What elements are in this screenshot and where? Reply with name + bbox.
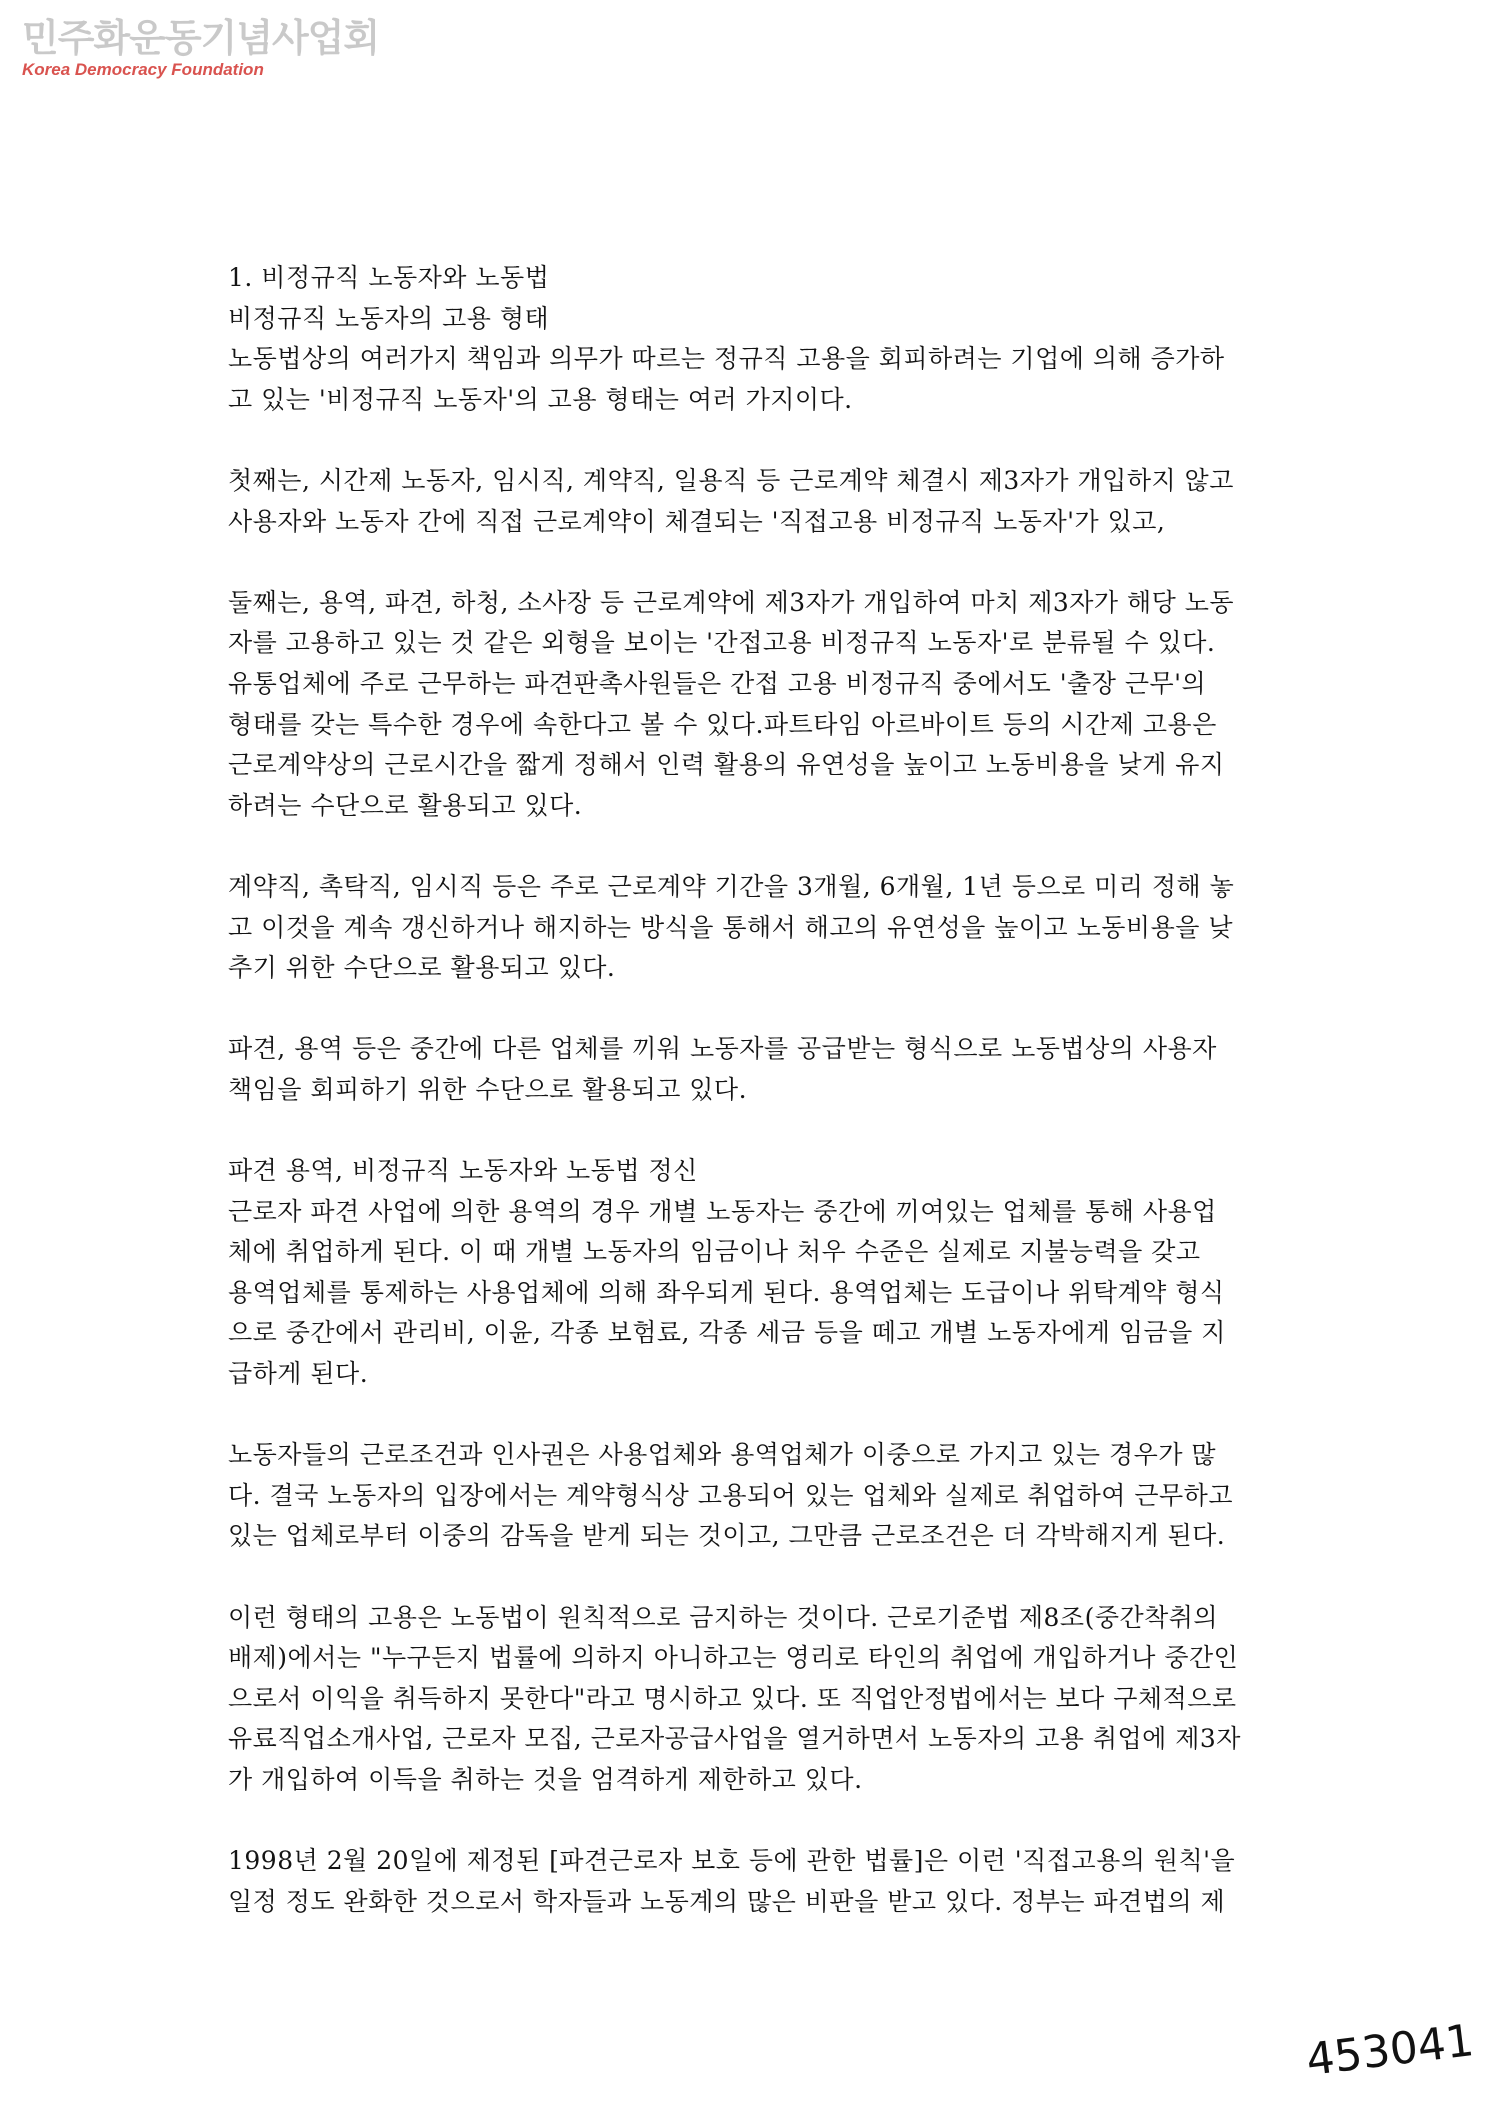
text-line: 고 있는 '비정규직 노동자'의 고용 형태는 여러 가지이다. — [228, 384, 853, 414]
text-line: 1. 비정규직 노동자와 노동법 — [228, 263, 550, 292]
text-line: 용역업체를 통제하는 사용업체에 의해 좌우되게 된다. 용역업체는 도급이나 위탁계약 형식 — [228, 1277, 1225, 1307]
text-line: 배제)에서는 "누구든지 법률에 의하지 아니하고는 영리로 타인의 취업에 개입하거나 중간인 — [228, 1643, 1239, 1673]
text-line: 1998년 2월 20일에 제정된 [파견근로자 보호 등에 관한 법률]은 이런 '직접고용의 원칙'을 — [228, 1846, 1236, 1876]
text-line: 파견, 용역 등은 중간에 다른 업체를 끼워 노동자를 공급받는 형식으로 노동법상의 사용자 — [228, 1034, 1217, 1064]
text-line: 둘째는, 용역, 파견, 하청, 소사장 등 근로계약에 제3자가 개입하여 마치 제3자가 해당 노동 — [228, 587, 1235, 617]
paragraph — [228, 461, 1308, 542]
text-line: 유통업체에 주로 근무하는 파견판촉사원들은 간접 고용 비정규직 중에서도 '출장 근무'의 — [228, 668, 1207, 698]
text-line: 계약직, 촉탁직, 임시직 등은 주로 근로계약 기간을 3개월, 6개월, 1년 등으로 미리 정해 놓 — [228, 871, 1235, 901]
text-line: 으로서 이익을 취득하지 못한다"라고 명시하고 있다. 또 직업안정법에서는 보다 구체적으로 — [228, 1683, 1237, 1713]
paragraph — [228, 1598, 1308, 1801]
text-line: 고 이것을 계속 갱신하거나 해지하는 방식을 통해서 해고의 유연성을 높이고 노동비용을 낮 — [228, 912, 1233, 942]
text-line: 첫째는, 시간제 노동자, 임시직, 계약직, 일용직 등 근로계약 체결시 제3자가 개입하지 않고 — [228, 465, 1234, 495]
text-line: 가 개입하여 이득을 취하는 것을 엄격하게 제한하고 있다. — [228, 1764, 863, 1794]
paragraph-gap — [228, 420, 1308, 461]
document-body — [228, 258, 1308, 1922]
text-line: 근로자 파견 사업에 의한 용역의 경우 개별 노동자는 중간에 끼여있는 업체를 통해 사용업 — [228, 1196, 1217, 1226]
text-line: 급하게 된다. — [228, 1359, 369, 1389]
paragraph — [228, 1029, 1308, 1110]
logo-english-text: Korea Democracy Foundation — [22, 60, 264, 79]
paragraph — [228, 1151, 1308, 1395]
text-line: 비정규직 노동자의 고용 형태 — [228, 303, 550, 333]
text-line: 이런 형태의 고용은 노동법이 원칙적으로 금지하는 것이다. 근로기준법 제8조(중간착취의 — [228, 1602, 1219, 1632]
text-line: 근로계약상의 근로시간을 짧게 정해서 인력 활용의 유연성을 높이고 노동비용을 낮게 유지 — [228, 750, 1225, 780]
text-line: 형태를 갖는 특수한 경우에 속한다고 볼 수 있다.파트타임 아르바이트 등의 시간제 고용은 — [228, 709, 1217, 739]
text-line: 있는 업체로부터 이중의 감독을 받게 되는 것이고, 그만큼 근로조건은 더 각박해지게 된다. — [228, 1521, 1226, 1551]
text-line: 노동법상의 여러가지 책임과 의무가 따르는 정규직 고용을 회피하려는 기업에 의해 증가하 — [228, 344, 1225, 374]
paragraph-gap — [228, 1110, 1308, 1151]
text-line: 일정 정도 완화한 것으로서 학자들과 노동계의 많은 비판을 받고 있다. 정부는 파견법의 제 — [228, 1886, 1226, 1916]
paragraph-gap — [228, 542, 1308, 583]
paragraph — [228, 1841, 1308, 1922]
paragraph — [228, 1435, 1308, 1557]
foundation-logo — [22, 16, 379, 80]
paragraph-gap — [228, 826, 1308, 867]
text-line: 노동자들의 근로조건과 인사권은 사용업체와 용역업체가 이중으로 가지고 있는 경우가 많 — [228, 1440, 1217, 1470]
logo-korean-text: 민주화운동기념사업회 — [22, 16, 380, 60]
text-line: 유료직업소개사업, 근로자 모집, 근로자공급사업을 열거하면서 노동자의 고용 취업에 제3자 — [228, 1724, 1241, 1754]
text-line: 체에 취업하게 된다. 이 때 개별 노동자의 임금이나 처우 수준은 실제로 지불능력을 갖고 — [228, 1237, 1201, 1267]
paragraph-gap — [228, 1801, 1308, 1842]
paragraph-gap — [228, 1395, 1308, 1436]
text-line: 파견 용역, 비정규직 노동자와 노동법 정신 — [228, 1156, 698, 1186]
text-line: 책임을 회피하기 위한 수단으로 활용되고 있다. — [228, 1074, 748, 1104]
paragraph — [228, 258, 1308, 420]
text-line: 으로 중간에서 관리비, 이윤, 각종 보험료, 각종 세금 등을 떼고 개별 노동자에게 임금을 지 — [228, 1318, 1226, 1348]
paragraph — [228, 867, 1308, 989]
handwritten-page-number: 453041 — [1303, 2014, 1477, 2087]
text-line: 자를 고용하고 있는 것 같은 외형을 보이는 '간접고용 비정규직 노동자'로 분류될 수 있다. — [228, 628, 1216, 658]
text-line: 다. 결국 노동자의 입장에서는 계약형식상 고용되어 있는 업체와 실제로 취업하여 근무하고 — [228, 1480, 1233, 1510]
text-line: 추기 위한 수단으로 활용되고 있다. — [228, 953, 616, 983]
paragraph-gap — [228, 1557, 1308, 1598]
paragraph-gap — [228, 989, 1308, 1030]
text-line: 하려는 수단으로 활용되고 있다. — [228, 790, 583, 820]
paragraph — [228, 583, 1308, 827]
text-line: 사용자와 노동자 간에 직접 근로계약이 체결되는 '직접고용 비정규직 노동자'가 있고, — [228, 506, 1166, 536]
